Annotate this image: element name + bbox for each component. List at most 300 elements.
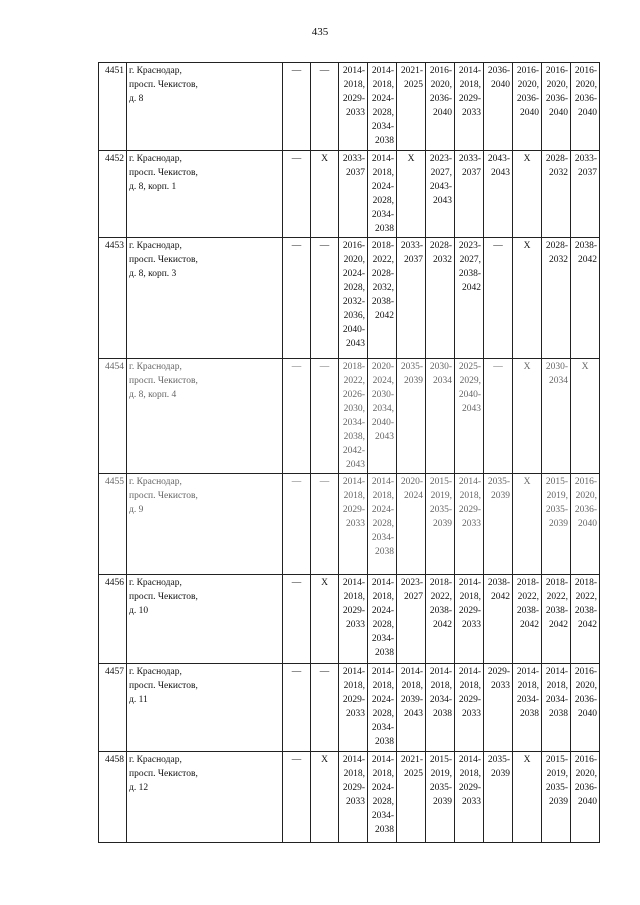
period-cell (513, 359, 542, 474)
period-cell (571, 664, 600, 752)
period-line: 2034- (371, 634, 394, 644)
period-line: 2028, (372, 620, 394, 630)
address-line: просп. Чекистов, (129, 255, 198, 265)
period-cell (397, 664, 426, 752)
period-line: 2029- (342, 783, 365, 793)
period-line: 2029- (458, 695, 481, 705)
period-line: 2036, (343, 311, 365, 321)
period-line: 2016- (545, 66, 568, 76)
period-line: 2020, (546, 80, 568, 90)
period-line: 2028, (372, 519, 394, 529)
period-line: 2018, (546, 681, 568, 691)
period-line: 2042- (342, 446, 365, 456)
address-line: д. 8, корп. 4 (129, 390, 177, 400)
table-row (99, 474, 600, 575)
address-line: г. Краснодар, (129, 241, 182, 251)
period-line: 2014- (458, 667, 481, 677)
row-number: 4456 (99, 575, 127, 664)
period-line: 2025 (404, 80, 423, 90)
period-cell (484, 238, 513, 359)
period-line: 2036- (574, 695, 597, 705)
period-line: 2014- (342, 578, 365, 588)
period-line: 2038 (549, 709, 568, 719)
mark-cell: — (311, 63, 339, 151)
period-line: 2038 (520, 709, 539, 719)
period-line: 2043 (346, 339, 365, 349)
period-line: 2018, (372, 592, 394, 602)
period-line: 2022, (430, 592, 452, 602)
period-line: 2039- (400, 695, 423, 705)
period-line: 2029- (342, 94, 365, 104)
period-line: 2016- (429, 66, 452, 76)
period-line: 2027 (404, 592, 423, 602)
period-line: 2038 (375, 825, 394, 835)
period-line: 2021- (400, 66, 423, 76)
period-line: 2018, (459, 80, 481, 90)
period-line: 2038, (343, 432, 365, 442)
period-line: 2033- (342, 154, 365, 164)
period-cell (368, 474, 397, 575)
row-number: 4451 (99, 63, 127, 151)
period-cell (339, 238, 368, 359)
period-line: 2016- (342, 241, 365, 251)
period-line: 2043 (404, 709, 423, 719)
period-line: 2030, (343, 404, 365, 414)
period-line: 2018, (459, 681, 481, 691)
period-line: 2038 (375, 737, 394, 747)
period-cell (397, 575, 426, 664)
period-line: X (407, 154, 415, 164)
period-line: 2043 (491, 168, 510, 178)
period-cell (455, 474, 484, 575)
period-line: 2024- (371, 94, 394, 104)
period-line: 2040 (433, 108, 452, 118)
period-line: 2029- (458, 94, 481, 104)
period-line: 2034, (372, 404, 394, 414)
period-line: 2036- (574, 94, 597, 104)
period-cell (484, 474, 513, 575)
period-cell (542, 575, 571, 664)
period-cell (368, 752, 397, 843)
period-line: 2042 (578, 255, 597, 265)
period-line: 2039 (404, 376, 423, 386)
period-line: 2019, (430, 769, 452, 779)
period-line: 2014- (458, 578, 481, 588)
period-line: 2018- (516, 578, 539, 588)
period-line: 2038 (375, 547, 394, 557)
period-line: 2038 (433, 709, 452, 719)
period-line: 2014- (516, 667, 539, 677)
period-line: 2034- (371, 533, 394, 543)
period-cell (368, 63, 397, 151)
period-line: 2034- (516, 695, 539, 705)
period-line: 2020, (575, 491, 597, 501)
period-line: 2020, (517, 80, 539, 90)
address-line: г. Краснодар, (129, 154, 182, 164)
mark-cell: — (283, 238, 311, 359)
period-line: 2043- (487, 154, 510, 164)
period-cell (542, 752, 571, 843)
period-line: 2028, (372, 709, 394, 719)
period-line: 2018, (343, 491, 365, 501)
period-line: 2018, (372, 769, 394, 779)
period-line: 2028- (371, 269, 394, 279)
period-line: 2018, (372, 168, 394, 178)
period-line: 2036- (574, 505, 597, 515)
period-line: 2018, (343, 592, 365, 602)
period-line: X (523, 477, 531, 487)
period-line: 2043- (429, 182, 452, 192)
period-cell (513, 151, 542, 238)
period-line: 2022, (575, 592, 597, 602)
period-line: 2030- (371, 390, 394, 400)
period-line: 2036- (574, 783, 597, 793)
period-line: 2014- (371, 477, 394, 487)
period-line: 2024, (372, 376, 394, 386)
address-line: г. Краснодар, (129, 66, 182, 76)
period-line: 2020, (343, 255, 365, 265)
period-line: 2016- (574, 477, 597, 487)
period-line: 2028- (429, 241, 452, 251)
period-line: 2019, (546, 491, 568, 501)
period-line: 2038 (375, 136, 394, 146)
period-line: 2027, (459, 255, 481, 265)
period-line: 2036- (516, 94, 539, 104)
period-line: 2029- (342, 695, 365, 705)
period-cell (455, 151, 484, 238)
period-line: 2033 (346, 108, 365, 118)
period-line: 2014- (342, 667, 365, 677)
period-cell (542, 359, 571, 474)
period-line: 2033 (462, 620, 481, 630)
period-cell (368, 575, 397, 664)
period-cell (484, 359, 513, 474)
period-cell (571, 474, 600, 575)
period-line: 2018, (459, 491, 481, 501)
period-line: 2014- (371, 578, 394, 588)
address-line: г. Краснодар, (129, 477, 182, 487)
address-line: д. 12 (129, 783, 149, 793)
period-line: 2037 (404, 255, 423, 265)
period-line: 2018, (459, 592, 481, 602)
period-line: 2038- (574, 606, 597, 616)
address-cell (127, 359, 283, 474)
period-line: — (493, 362, 503, 372)
period-line: 2018, (517, 681, 539, 691)
period-line: 2032 (549, 255, 568, 265)
period-line: 2028, (343, 283, 365, 293)
period-line: 2033- (400, 241, 423, 251)
period-line: 2036- (487, 66, 510, 76)
period-cell (571, 752, 600, 843)
mark-cell: — (311, 238, 339, 359)
period-line: 2039 (549, 519, 568, 529)
period-cell (513, 575, 542, 664)
period-line: 2023- (458, 241, 481, 251)
address-line: просп. Чекистов, (129, 681, 198, 691)
period-line: 2014- (371, 66, 394, 76)
period-line: 2028, (372, 797, 394, 807)
period-line: 2026- (342, 390, 365, 400)
period-cell (513, 238, 542, 359)
period-line: 2034 (433, 376, 452, 386)
period-line: 2014- (371, 755, 394, 765)
period-line: 2029- (487, 667, 510, 677)
period-line: 2014- (400, 667, 423, 677)
period-line: 2015- (429, 477, 452, 487)
period-line: 2018- (429, 578, 452, 588)
mark-cell: — (283, 151, 311, 238)
period-cell (397, 151, 426, 238)
period-cell (339, 63, 368, 151)
period-line: 2034- (342, 418, 365, 428)
period-cell (571, 575, 600, 664)
period-line: 2016- (574, 667, 597, 677)
period-line: 2036- (545, 94, 568, 104)
mark-cell: — (311, 664, 339, 752)
period-line: 2020, (575, 80, 597, 90)
mark-cell: — (283, 63, 311, 151)
period-line: 2038- (487, 578, 510, 588)
table-row (99, 664, 600, 752)
period-line: 2018, (401, 681, 423, 691)
table-row (99, 359, 600, 474)
address-line: просп. Чекистов, (129, 168, 198, 178)
period-line: 2035- (429, 505, 452, 515)
period-line: 2039 (491, 769, 510, 779)
period-line: 2035- (429, 783, 452, 793)
period-cell (484, 575, 513, 664)
address-cell (127, 664, 283, 752)
period-line: 2014- (371, 667, 394, 677)
period-line: 2036- (429, 94, 452, 104)
period-cell (484, 63, 513, 151)
period-cell (426, 664, 455, 752)
period-line: 2034- (371, 723, 394, 733)
period-line: 2035- (545, 783, 568, 793)
address-line: просп. Чекистов, (129, 376, 198, 386)
period-line: 2038- (516, 606, 539, 616)
period-line: 2022, (343, 376, 365, 386)
period-cell (397, 359, 426, 474)
period-cell (339, 575, 368, 664)
address-cell (127, 238, 283, 359)
period-line: 2033- (458, 154, 481, 164)
period-line: 2014- (342, 477, 365, 487)
period-line: 2042 (433, 620, 452, 630)
period-cell (397, 238, 426, 359)
period-line: 2040 (491, 80, 510, 90)
period-line: 2034- (371, 210, 394, 220)
period-line: 2030- (429, 362, 452, 372)
mark-cell: X (311, 151, 339, 238)
period-line: 2020- (400, 477, 423, 487)
period-line: 2020, (430, 80, 452, 90)
period-cell (542, 151, 571, 238)
period-line: 2032 (549, 168, 568, 178)
period-line: 2019, (546, 769, 568, 779)
period-line: 2039 (433, 519, 452, 529)
period-line: 2037 (462, 168, 481, 178)
period-line: 2015- (545, 477, 568, 487)
period-line: 2018, (343, 80, 365, 90)
address-line: просп. Чекистов, (129, 592, 198, 602)
address-cell (127, 575, 283, 664)
address-line: д. 11 (129, 695, 148, 705)
period-cell (513, 474, 542, 575)
period-line: 2014- (371, 154, 394, 164)
period-line: 2040 (549, 108, 568, 118)
period-line: 2028, (372, 108, 394, 118)
period-cell (455, 575, 484, 664)
period-line: 2028- (545, 154, 568, 164)
address-line: г. Краснодар, (129, 362, 182, 372)
period-line: 2033 (462, 108, 481, 118)
period-line: 2029, (459, 376, 481, 386)
period-line: 2024 (404, 491, 423, 501)
period-line: 2015- (545, 755, 568, 765)
period-cell (542, 664, 571, 752)
period-line: 2038- (371, 297, 394, 307)
period-cell (339, 151, 368, 238)
period-line: 2018, (372, 681, 394, 691)
table-row (99, 752, 600, 843)
period-line: 2039 (433, 797, 452, 807)
period-line: 2018- (371, 241, 394, 251)
mark-cell: — (311, 474, 339, 575)
period-cell (455, 63, 484, 151)
period-line: 2015- (429, 755, 452, 765)
period-line: 2043 (462, 404, 481, 414)
period-line: 2032 (433, 255, 452, 265)
period-cell (397, 752, 426, 843)
period-line: 2018- (574, 578, 597, 588)
address-line: г. Краснодар, (129, 578, 182, 588)
period-cell (368, 359, 397, 474)
period-line: 2018, (430, 681, 452, 691)
period-cell (484, 664, 513, 752)
period-cell (571, 359, 600, 474)
mark-cell: X (311, 752, 339, 843)
period-line: 2014- (458, 477, 481, 487)
period-line: 2024- (371, 783, 394, 793)
address-line: д. 8, корп. 3 (129, 269, 177, 279)
period-line: 2040 (520, 108, 539, 118)
period-cell (397, 63, 426, 151)
period-cell (571, 63, 600, 151)
period-cell (368, 151, 397, 238)
period-line: 2032, (372, 283, 394, 293)
address-line: г. Краснодар, (129, 755, 182, 765)
period-line: 2040 (578, 709, 597, 719)
period-line: 2033 (462, 797, 481, 807)
period-line: 2040- (371, 418, 394, 428)
period-line: X (581, 362, 589, 372)
mark-cell: — (283, 752, 311, 843)
period-line: 2024- (371, 182, 394, 192)
address-line: просп. Чекистов, (129, 80, 198, 90)
period-cell (484, 752, 513, 843)
schedule-table (98, 62, 600, 843)
period-line: 2029- (342, 505, 365, 515)
period-line: 2021- (400, 755, 423, 765)
period-line: 2037 (578, 168, 597, 178)
period-line: 2043 (375, 432, 394, 442)
period-line: 2018- (342, 362, 365, 372)
row-number: 4453 (99, 238, 127, 359)
period-line: 2040- (342, 325, 365, 335)
address-cell (127, 752, 283, 843)
period-line: 2024- (371, 505, 394, 515)
period-line: 2038- (429, 606, 452, 616)
period-cell (426, 474, 455, 575)
period-line: 2027, (430, 168, 452, 178)
period-line: 2033 (346, 519, 365, 529)
period-cell (455, 664, 484, 752)
table-row (99, 575, 600, 664)
period-line: 2025 (404, 769, 423, 779)
period-cell (571, 238, 600, 359)
period-line: 2035- (487, 477, 510, 487)
period-cell (426, 359, 455, 474)
period-line: 2034- (545, 695, 568, 705)
address-line: просп. Чекистов, (129, 491, 198, 501)
mark-cell: — (283, 359, 311, 474)
period-line: 2033 (462, 519, 481, 529)
period-line: 2030- (545, 362, 568, 372)
period-line: 2023- (429, 154, 452, 164)
period-line: 2022, (517, 592, 539, 602)
period-line: 2024- (342, 269, 365, 279)
period-cell (484, 151, 513, 238)
mark-cell: X (311, 575, 339, 664)
period-cell (455, 238, 484, 359)
row-number: 4452 (99, 151, 127, 238)
table-row (99, 238, 600, 359)
period-cell (339, 664, 368, 752)
period-line: 2042 (520, 620, 539, 630)
period-cell (339, 752, 368, 843)
period-line: 2020- (371, 362, 394, 372)
period-line: 2038- (545, 606, 568, 616)
period-line: 2025- (458, 362, 481, 372)
period-line: 2029- (342, 606, 365, 616)
page-number: 435 (311, 26, 329, 38)
period-line: 2038 (375, 648, 394, 658)
period-line: 2014- (458, 755, 481, 765)
period-line: 2016- (516, 66, 539, 76)
period-cell (339, 359, 368, 474)
period-line: 2014- (429, 667, 452, 677)
period-line: 2019, (430, 491, 452, 501)
address-line: д. 8 (129, 94, 144, 104)
period-cell (513, 752, 542, 843)
period-line: 2034- (371, 122, 394, 132)
period-line: 2038- (458, 269, 481, 279)
period-line: 2016- (574, 755, 597, 765)
period-line: 2016- (574, 66, 597, 76)
period-line: 2035- (545, 505, 568, 515)
period-line: 2022, (546, 592, 568, 602)
period-line: 2039 (491, 491, 510, 501)
period-line: X (523, 362, 531, 372)
address-cell (127, 151, 283, 238)
period-cell (513, 664, 542, 752)
period-line: 2029- (458, 606, 481, 616)
period-cell (455, 359, 484, 474)
period-line: 2022, (372, 255, 394, 265)
period-cell (542, 474, 571, 575)
